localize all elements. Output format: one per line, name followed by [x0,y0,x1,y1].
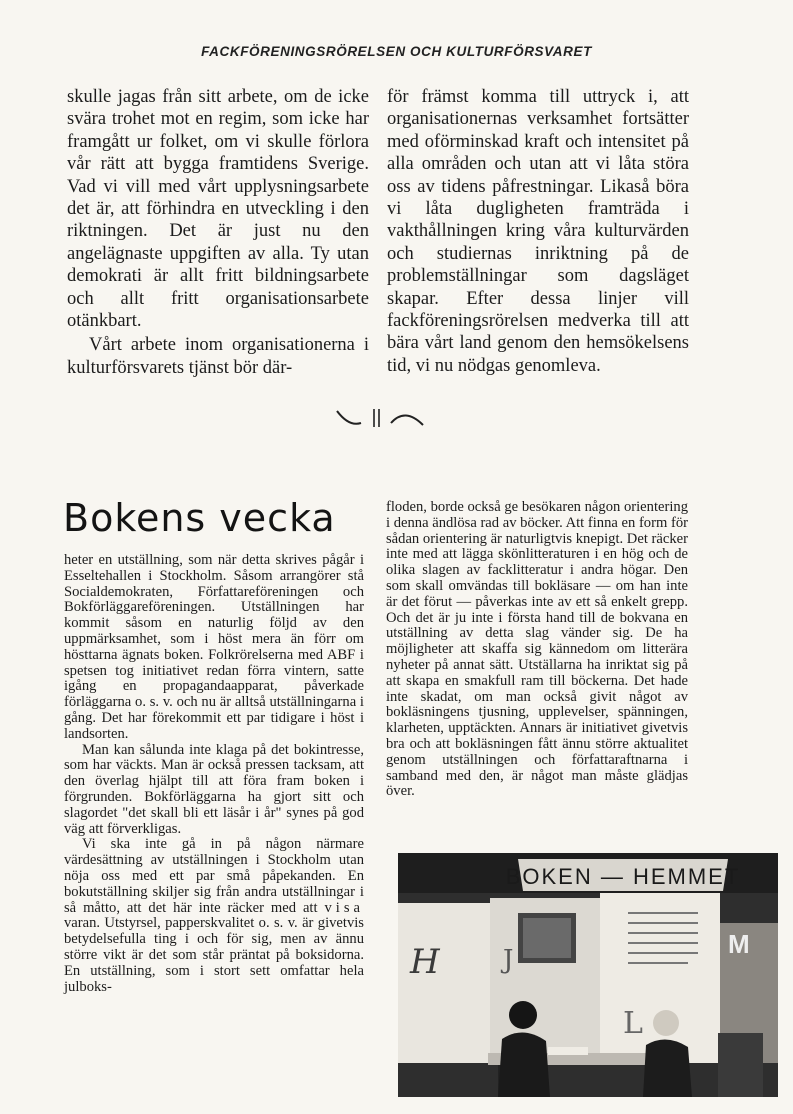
paragraph: heter en utställning, som när detta skrives pågår i Esseltehallen i Stockholm. Såsom arrangörer stå Socialdemokraten, Författareföreningen och Bokförläggareföreningen. Utställningen har kommit såsom en naturlig följd av den uppmärksamhet, som i höst mera än förr om hösttarna ägnats boken. Folkrörelserna med ABF i spetsen tog initiativet redan förra vintern, satte igång en propagandaapparat, påverkade förläggarna o. s. v. och nu är alltså utställningarna i gång. Det har förekommit ett par tidigare i höst i landsorten. [64,552,364,742]
paragraph: Vårt arbete inom organisationerna i kulturförsvarets tjänst bör där- [67,335,369,378]
text-run: varan. Utstyrsel, papperskvalitet o. s. v. är givetvis betydelsefulla ting i och för sig, men av ännu större vikt är det som står präntat på boksidorna. En utställning, som i stort sett omfattar hela julboks- [64,915,364,995]
paragraph: floden, borde också ge besökaren någon orientering i denna ändlösa rad av böcker. Att finna en form för sådan orientering är naturligtvis knepigt. Det räcker inte med att lägga skönlitteraturen i en hög och de olika slagen av facklitteratur i andra högar. Den som skall omvändas till bokläsare — om han inte är det förut — påverkas inte av ett så enkelt grepp. Och det är ju inte i första hand till de bokvana en utställning av detta slag vänder sig. De ha möjligheter att skaffa sig kännedom om litterära nyheter på annat sätt. Utställarna ha inriktat sig på att skapa en smakfull ram till böckerna. Det hade inte skadat, om man också givit något av bokläsningens tjusning, upplevelser, spänningen, klarheten, upptäckten. Annars är initiativet givetvis bra och att bokläsningen fått ännu större aktualitet genom utställningen och författaraftnarna i samband med den, är något man måste glädjas över. [386,499,688,800]
banner-text: BOKEN — HEMMET [505,864,741,889]
top-right-column [387,86,689,377]
article-right-column [386,500,688,800]
svg-text:J: J [503,945,514,975]
running-header: FACKFÖRENINGSRÖRELSEN OCH KULTURFÖRSVARET [201,44,592,59]
article-title: Bokens vecka [63,496,336,540]
svg-text:L: L [623,1006,643,1041]
paragraph: Man kan sålunda inte klaga på det bokintresse, som har väckts. Man är också pressen tacksam, att den överlag hjälpt till att föra fram boken i förgrunden. Bokförläggarna ha gjort sitt och slagordet "det skall bli ett läsår i år" synes på god väg att förverkligas. [64,741,364,837]
article-left-column [64,553,364,995]
emphasized-word: visa [324,899,364,916]
text-run: Vi ska inte gå in på någon närmare värdesättning av utställningen i Stockholm utan nöja oss med ett par små påpekanden. En bokutställning skiljer sig från andra utställningar i så måtto, att det här inte räcker med att [64,836,364,916]
board-letter: M [728,929,750,959]
svg-text:H: H [410,942,440,982]
paragraph [64,837,364,995]
section-divider-ornament [331,403,431,433]
paragraph: för främst komma till uttryck i, att organisationernas verksamhet fortsätter med oförminskad kraft och intensitet på alla områden och utan att vi låta störa oss av tidens påfrestningar. Likaså böra vi låta dugligheten framträda i vakthållningen kring våra kulturvärden och studiernas inriktning på de problemställningar som dagsläget skapar. Efter dessa linjer vill fackföreningsrörelsen medverka till att bära vårt land genom den hemsökelsens tid, vi nu nödgas genomleva. [387,87,689,376]
paragraph: skulle jagas från sitt arbete, om de icke svära trohet mot en regim, som icke har framgått ur folket, om vi skulle förlora vår rätt att bygga framtidens Sverige. Vad vi vill med vårt upplysningsarbete det är, att förhindra en utveckling i den riktningen. Det är just nu den angelägnaste uppgiften av alla. Ty utan demokrati är allt fritt bildningsarbete och allt fritt organisationsarbete otänkbart. [67,87,369,332]
exhibition-photo [398,853,778,1097]
top-left-column [67,86,369,379]
